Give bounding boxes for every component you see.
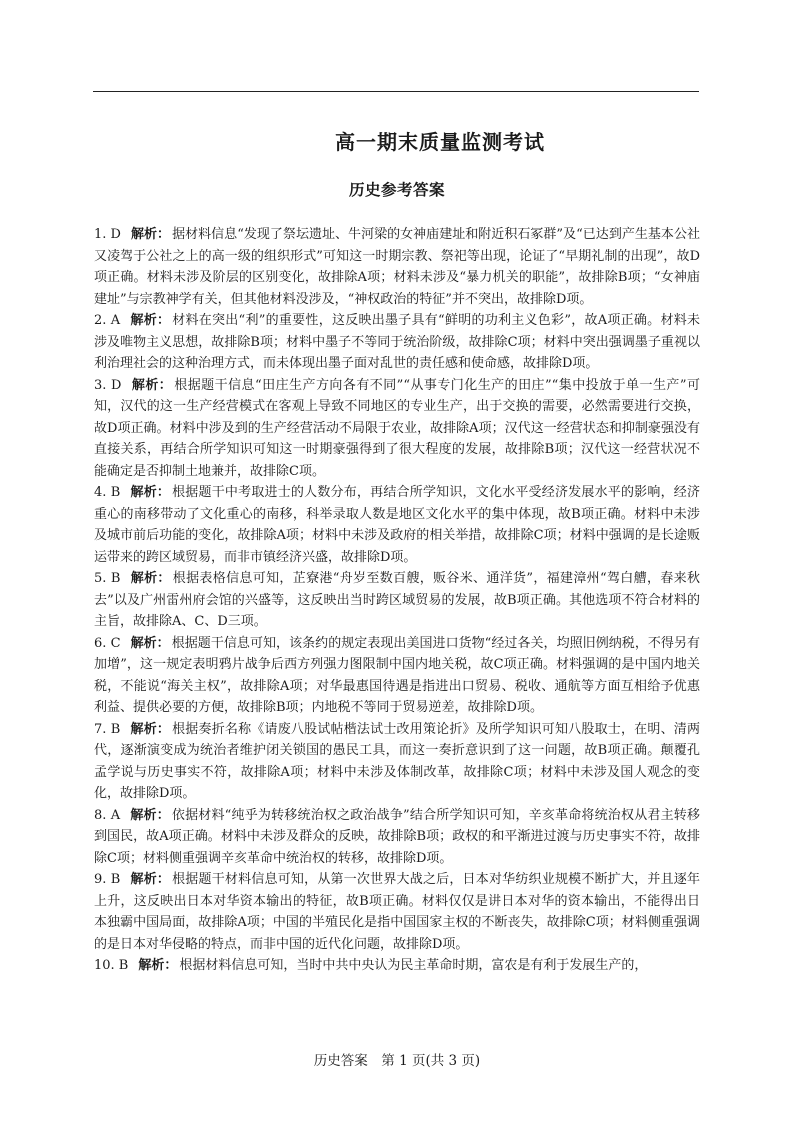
analysis-label: 解析： (130, 807, 170, 823)
answer-item-8 (94, 805, 700, 870)
answer-list (94, 224, 700, 977)
answer-number: 4. B (94, 485, 121, 500)
answer-item-3 (94, 375, 700, 483)
answer-item-9 (94, 869, 700, 955)
analysis-text: 根据题干信息可知，该条约的规定表现出美国进口货物“经过各关，均照旧例纳税，不得另有加增”，这一规定表明鸦片战争后西方列强力图限制中国内地关税，故C项正确。材料强调的是中国内地关税，不能说“海关主权”，故排除A项；对华最惠国待遇是指进出口贸易、税收、通航等方面互相给予优惠利益、提供必要的方便，故排除B项；内地税不等同于贸易逆差，故排除D项。 (94, 635, 700, 715)
header-rule (93, 91, 699, 92)
analysis-text: 根据题干材料信息可知，从第一次世界大战之后，日本对华纺织业规模不断扩大，并且逐年上升，这反映出日本对华资本输出的特征，故B项正确。材料仅仅是讲日本对华的资本输出，不能得出日本独霸中国局面，故排除A项；中国的半殖民化是指中国国家主权的不断丧失，故排除C项；材料侧重强调的是日本对华侵略的特点，而非中国的近代化问题，故排除D项。 (94, 872, 700, 952)
analysis-label: 解析： (130, 485, 171, 500)
page-subtitle: 历史参考答案 (348, 181, 445, 199)
analysis-label: 解析： (130, 872, 171, 887)
analysis-text: 根据奏折名称《请废八股试帖楷法试士改用策论折》及所学知识可知八股取士，在明、清两代，逐渐演变成为统治者维护闭关锁国的愚民工具，而这一奏折意识到了这一问题，故B项正确。颠覆孔孟学说与历史事实不符，故排除A项；材料中未涉及体制改革，故排除C项；材料中未涉及国人观念的变化，故排除D项。 (94, 721, 700, 801)
answer-item-4 (94, 482, 700, 568)
answer-number: 5. B (94, 571, 121, 586)
answer-number: 2. A (94, 313, 121, 328)
answer-number: 8. A (94, 807, 121, 823)
analysis-label: 解析： (130, 571, 171, 586)
analysis-label: 解析： (130, 313, 171, 328)
answer-number: 1. D (94, 227, 121, 242)
answer-item-6 (94, 633, 700, 719)
answer-item-10 (94, 955, 700, 977)
analysis-text: 根据题干信息“田庄生产方向各有不同”“从事专门化生产的田庄”“集中投放于单一生产”可知，汉代的这一生产经营模式在客观上导致不同地区的专业生产，出于交换的需要，必然需要进行交换，故D项正确。材料中涉及到的生产经营活动不局限于农业，故排除A项；汉代这一经营状态和抑制豪强没有直接关系，再结合所学知识可知这一时期豪强得到了很大程度的发展，故排除B项；汉代这一经营状况不能确定是否抑制土地兼并，故排除C项。 (94, 377, 700, 479)
page-footer: 历史答案 第 1 页(共 3 页) (313, 1053, 481, 1069)
page-title: 高一期末质量监测考试 (335, 130, 545, 154)
analysis-label: 解析： (131, 377, 173, 393)
answer-item-1 (94, 224, 700, 310)
answer-number: 7. B (94, 721, 121, 737)
answer-item-7 (94, 719, 700, 805)
answer-number: 9. B (94, 872, 121, 887)
analysis-text: 据材料信息“发现了祭坛遗址、牛河梁的女神庙建址和附近积石冢群”及“已达到产生基本公社又凌驾于公社之上的高一级的组织形式”可知这一时期宗教、祭祀等出现，论证了“早期礼制的出现”，故D项正确。材料未涉及阶层的区别变化，故排除A项；材料未涉及“暴力机关的职能”，故排除B项；“女神庙建址”与宗教神学有关，但其他材料没涉及，“神权政治的特征”并不突出，故排除D项。 (94, 227, 700, 307)
analysis-text: 依据材料“纯乎为转移统治权之政治战争”结合所学知识可知，辛亥革命将统治权从君主转移到国民，故A项正确。材料中未涉及群众的反映，故排除B项；政权的和平渐进过渡与历史事实不符，故排除C项；材料侧重强调辛亥革命中统治权的转移，故排除D项。 (94, 807, 700, 866)
analysis-text: 根据材料信息可知，当时中共中央认为民主革命时期，富农是有利于发展生产的， (179, 958, 648, 973)
analysis-text: 根据表格信息可知，芷寮港“舟岁至数百艘，贩谷米、通洋货”，福建漳州“驾白艚，春来秋去”以及广州雷州府会馆的兴盛等，这反映出当时跨区域贸易的发展，故B项正确。其他选项不符合材料的主旨，故排除A、C、D三项。 (94, 571, 700, 629)
answer-number: 6. C (94, 635, 121, 651)
analysis-label: 解析： (130, 227, 171, 242)
analysis-text: 材料在突出“利”的重要性，这反映出墨子具有“鲜明的功利主义色彩”，故A项正确。材料未涉及唯物主义思想，故排除B项；材料中墨子不等同于统治阶级，故排除C项；材料中突出强调墨子重视以利治理社会的这种治理方式，而未体现出墨子面对乱世的责任感和使命感，故排除D项。 (94, 313, 700, 371)
answer-number: 10. B (94, 958, 129, 973)
analysis-label: 解析： (130, 635, 170, 651)
answer-item-5 (94, 568, 700, 633)
analysis-label: 解析： (138, 958, 178, 973)
analysis-label: 解析： (130, 721, 171, 737)
answer-item-2 (94, 310, 700, 375)
analysis-text: 根据题干中考取进士的人数分布，再结合所学知识，文化水平受经济发展水平的影响，经济重心的南移带动了文化重心的南移，科举录取人数是地区文化水平的集中体现，故B项正确。材料中未涉及城市前后功能的变化，故排除A项；材料中未涉及政府的相关举措，故排除C项；材料中强调的是长途贩运带来的跨区域贸易，而非市镇经济兴盛，故排除D项。 (94, 485, 700, 565)
answer-number: 3. D (94, 377, 122, 393)
